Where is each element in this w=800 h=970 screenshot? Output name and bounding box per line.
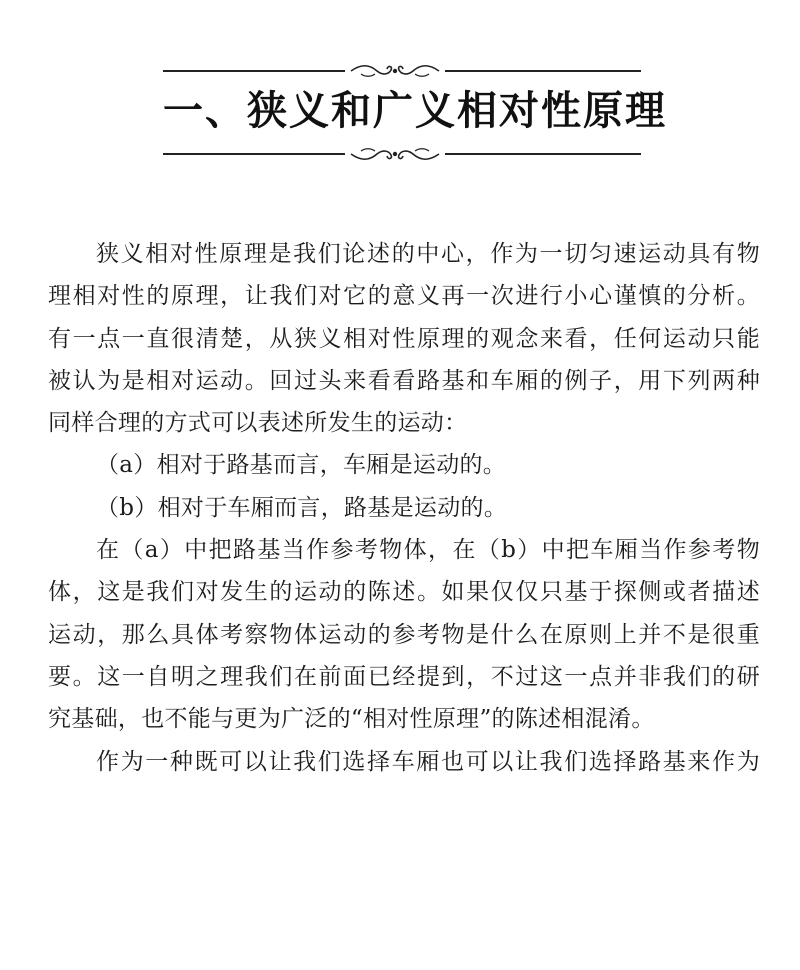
heading-rule-bottom-right [445, 153, 641, 155]
flourish-ornament-icon [347, 62, 443, 80]
heading-rule-bottom-left [163, 153, 345, 155]
heading-rule-top-right [445, 70, 641, 72]
text-line: 狭义相对性原理是我们论述的中心，作为一切匀速运动具有物 [96, 241, 760, 267]
text-line: 被认为是相对运动。回过头来看看路基和车厢的例子，用下列两种 [48, 367, 760, 394]
body-text [48, 233, 760, 783]
text-line: 理相对性的原理，让我们对它的意义再一次进行小心谨慎的分析。 [48, 283, 760, 310]
text-line: 有一点一直很清楚，从狭义相对性原理的观念来看，任何运动只能 [48, 325, 760, 352]
chapter-heading [163, 62, 667, 172]
text-line: 在（a）中把路基当作参考物体，在（b）中把车厢当作参考物 [96, 537, 760, 564]
text-line: 作为一种既可以让我们选择车厢也可以让我们选择路基来作为 [96, 748, 760, 775]
text-line: 要。这一自明之理我们在前面已经提到，不过这一点并非我们的研 [48, 663, 760, 690]
flourish-ornament-icon [347, 145, 443, 163]
text-line: 究基础，也不能与更为广泛的“相对性原理”的陈述相混淆。 [48, 706, 655, 733]
text-line: 运动，那么具体考察物体运动的参考物是什么在原则上并不是很重 [48, 621, 760, 648]
text-line: 体，这是我们对发生的运动的陈述。如果仅仅只基于探侧或者描述 [48, 579, 760, 606]
heading-rule-top-left [163, 70, 345, 72]
list-item-a: （a）相对于路基而言，车厢是运动的。 [96, 452, 507, 479]
text-line: 同样合理的方式可以表述所发生的运动： [48, 410, 468, 437]
list-item-b: （b）相对于车厢而言，路基是运动的。 [96, 494, 508, 521]
chapter-title: 一、狭义和广义相对性原理 [163, 88, 667, 134]
